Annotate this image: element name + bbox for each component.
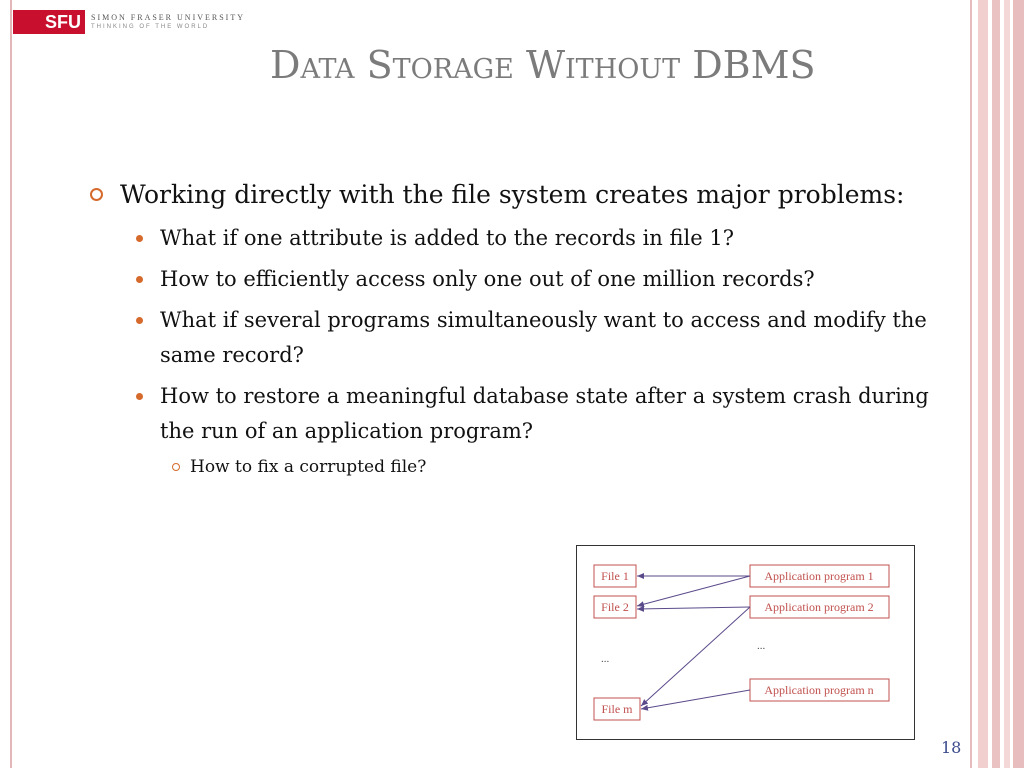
file-box (594, 565, 636, 587)
dot-bullet-icon (136, 276, 143, 283)
small-ring-bullet-icon (172, 463, 180, 471)
sub-bullet-text: How to efficiently access only one out of one million records? (160, 267, 815, 291)
file-box (594, 698, 640, 720)
right-decor-bar (992, 0, 1000, 768)
slide-title: Data Storage Without DBMS (270, 43, 816, 87)
file-label: File m (601, 702, 633, 716)
program-label: Application program n (764, 683, 874, 697)
slide-content (90, 175, 950, 481)
left-border-line (10, 0, 12, 768)
diagram-svg (577, 546, 914, 739)
program-label: Application program 2 (764, 600, 874, 614)
right-decor-bar (978, 0, 988, 768)
sub-bullet (90, 221, 950, 256)
file-program-diagram (576, 545, 915, 740)
program-box (750, 565, 889, 587)
dot-bullet-icon (136, 235, 143, 242)
dot-bullet-icon (136, 317, 143, 324)
program-label: Application program 1 (764, 569, 874, 583)
ring-bullet-icon (90, 188, 103, 201)
university-tagline: THINKING OF THE WORLD (91, 24, 210, 30)
main-bullet-text: Working directly with the file system creates major problems: (120, 180, 905, 209)
page-number: 18 (941, 738, 962, 757)
sfu-logo (13, 10, 245, 34)
right-decor-bar (1013, 0, 1024, 768)
file-label: File 2 (601, 600, 629, 614)
file-box (594, 596, 636, 618)
arrow (641, 607, 750, 706)
program-box (750, 679, 889, 701)
programs-ellipsis: ... (757, 640, 766, 652)
right-decor-bar (970, 0, 972, 768)
right-decor-bar (1004, 0, 1010, 768)
dot-bullet-icon (136, 393, 143, 400)
main-bullet (90, 175, 950, 215)
arrow (641, 690, 750, 709)
sub-sub-bullet-text: How to fix a corrupted file? (190, 457, 427, 477)
sub-bullet-text: What if one attribute is added to the records in file 1? (160, 226, 734, 250)
sub-bullet (90, 262, 950, 297)
sub-bullet (90, 379, 950, 449)
sub-bullet-text: How to restore a meaningful database state after a system crash during the run of an application program? (160, 384, 929, 443)
file-label: File 1 (601, 569, 629, 583)
sfu-logo-text (91, 13, 245, 31)
sfu-logo-mark: SFU (13, 10, 85, 34)
files-ellipsis: ... (601, 653, 610, 665)
sub-bullet (90, 303, 950, 373)
arrow (637, 607, 750, 609)
sub-bullet-text: What if several programs simultaneously want to access and modify the same record? (160, 308, 927, 367)
program-box (750, 596, 889, 618)
university-name: SIMON FRASER UNIVERSITY (91, 13, 246, 22)
arrow (637, 576, 750, 606)
sub-sub-bullet (90, 453, 950, 481)
diagram-arrows (637, 576, 750, 709)
